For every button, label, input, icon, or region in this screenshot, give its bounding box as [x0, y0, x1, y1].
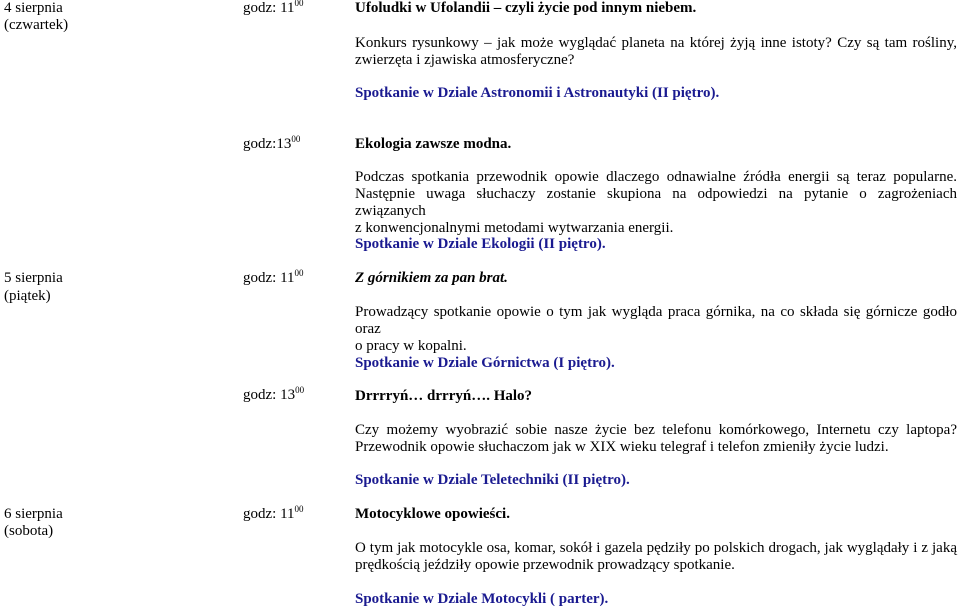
- time-hour: godz: 11: [243, 506, 295, 522]
- event-title: Ekologia zawsze modna.: [355, 136, 512, 152]
- event-description: [355, 540, 957, 574]
- event-place: Spotkanie w Dziale Ekologii (II piętro).: [355, 236, 606, 252]
- event-description: [355, 169, 957, 237]
- event-place: Spotkanie w Dziale Motocykli ( parter).: [355, 591, 609, 607]
- day-date: 6 sierpnia: [4, 506, 63, 522]
- event-time: [243, 387, 304, 404]
- time-hour: godz: 13: [243, 387, 296, 403]
- event-time: [243, 0, 304, 17]
- event-description: [355, 422, 957, 456]
- event-time: [243, 270, 304, 287]
- description-line: o pracy w kopalni.: [355, 338, 467, 354]
- time-minutes: 00: [291, 134, 301, 144]
- event-time: [243, 136, 300, 153]
- time-hour: godz: 11: [243, 270, 295, 286]
- description-line: prędkością jeździły opowie przewodnik prowadzący spotkanie.: [355, 557, 735, 573]
- day-weekday: (sobota): [4, 523, 54, 539]
- description-line: Podczas spotkania przewodnik opowie dlaczego odnawialne źródła energii są teraz popularne.: [355, 169, 957, 185]
- time-minutes: 00: [294, 504, 304, 514]
- day-date: 5 sierpnia: [4, 270, 63, 286]
- time-minutes: 00: [294, 268, 304, 278]
- day-weekday: (czwartek): [4, 17, 69, 33]
- event-title: Motocyklowe opowieści.: [355, 506, 510, 522]
- description-line: Konkurs rysunkowy – jak może wyglądać planeta na której żyją inne istoty? Czy są tam rośliny,: [355, 35, 957, 51]
- time-hour: godz: 11: [243, 0, 295, 16]
- event-place: Spotkanie w Dziale Teletechniki (II piętro).: [355, 472, 630, 488]
- description-line: z konwencjonalnymi metodami wytwarzania energii.: [355, 220, 674, 236]
- time-hour: godz:13: [243, 136, 292, 152]
- day-weekday: (piątek): [4, 288, 51, 304]
- event-description: [355, 304, 957, 355]
- event-time: [243, 506, 304, 523]
- event-description: [355, 35, 957, 69]
- event-place: Spotkanie w Dziale Górnictwa (I piętro).: [355, 355, 615, 371]
- description-line: Prowadzący spotkanie opowie o tym jak wygląda praca górnika, na co składa się górnicze godło oraz: [355, 304, 957, 337]
- description-line: Przewodnik opowie słuchaczom jak w XIX wieku telegraf i telefon zmieniły życie ludzi.: [355, 439, 889, 455]
- description-line: Następnie uwaga słuchaczy zostanie skupiona na odpowiedzi na pytanie o zagrożeniach związanych: [355, 186, 957, 219]
- description-line: O tym jak motocykle osa, komar, sokół i gazela pędziły po polskich drogach, jak wyglądały i z jaką: [355, 540, 957, 556]
- description-line: zwierzęta i zjawiska atmosferyczne?: [355, 52, 575, 68]
- day-date: 4 sierpnia: [4, 0, 63, 16]
- event-title: Ufoludki w Ufolandii – czyli życie pod innym niebem.: [355, 0, 697, 16]
- time-minutes: 00: [294, 0, 304, 8]
- event-title: Z górnikiem za pan brat.: [355, 270, 508, 286]
- time-minutes: 00: [295, 385, 305, 395]
- event-place: Spotkanie w Dziale Astronomii i Astronautyki (II piętro).: [355, 85, 720, 101]
- description-line: Czy możemy wyobrazić sobie nasze życie bez telefonu komórkowego, Internetu czy laptopa?: [355, 422, 957, 438]
- event-title: Drrrryń… drrryń…. Halo?: [355, 388, 533, 404]
